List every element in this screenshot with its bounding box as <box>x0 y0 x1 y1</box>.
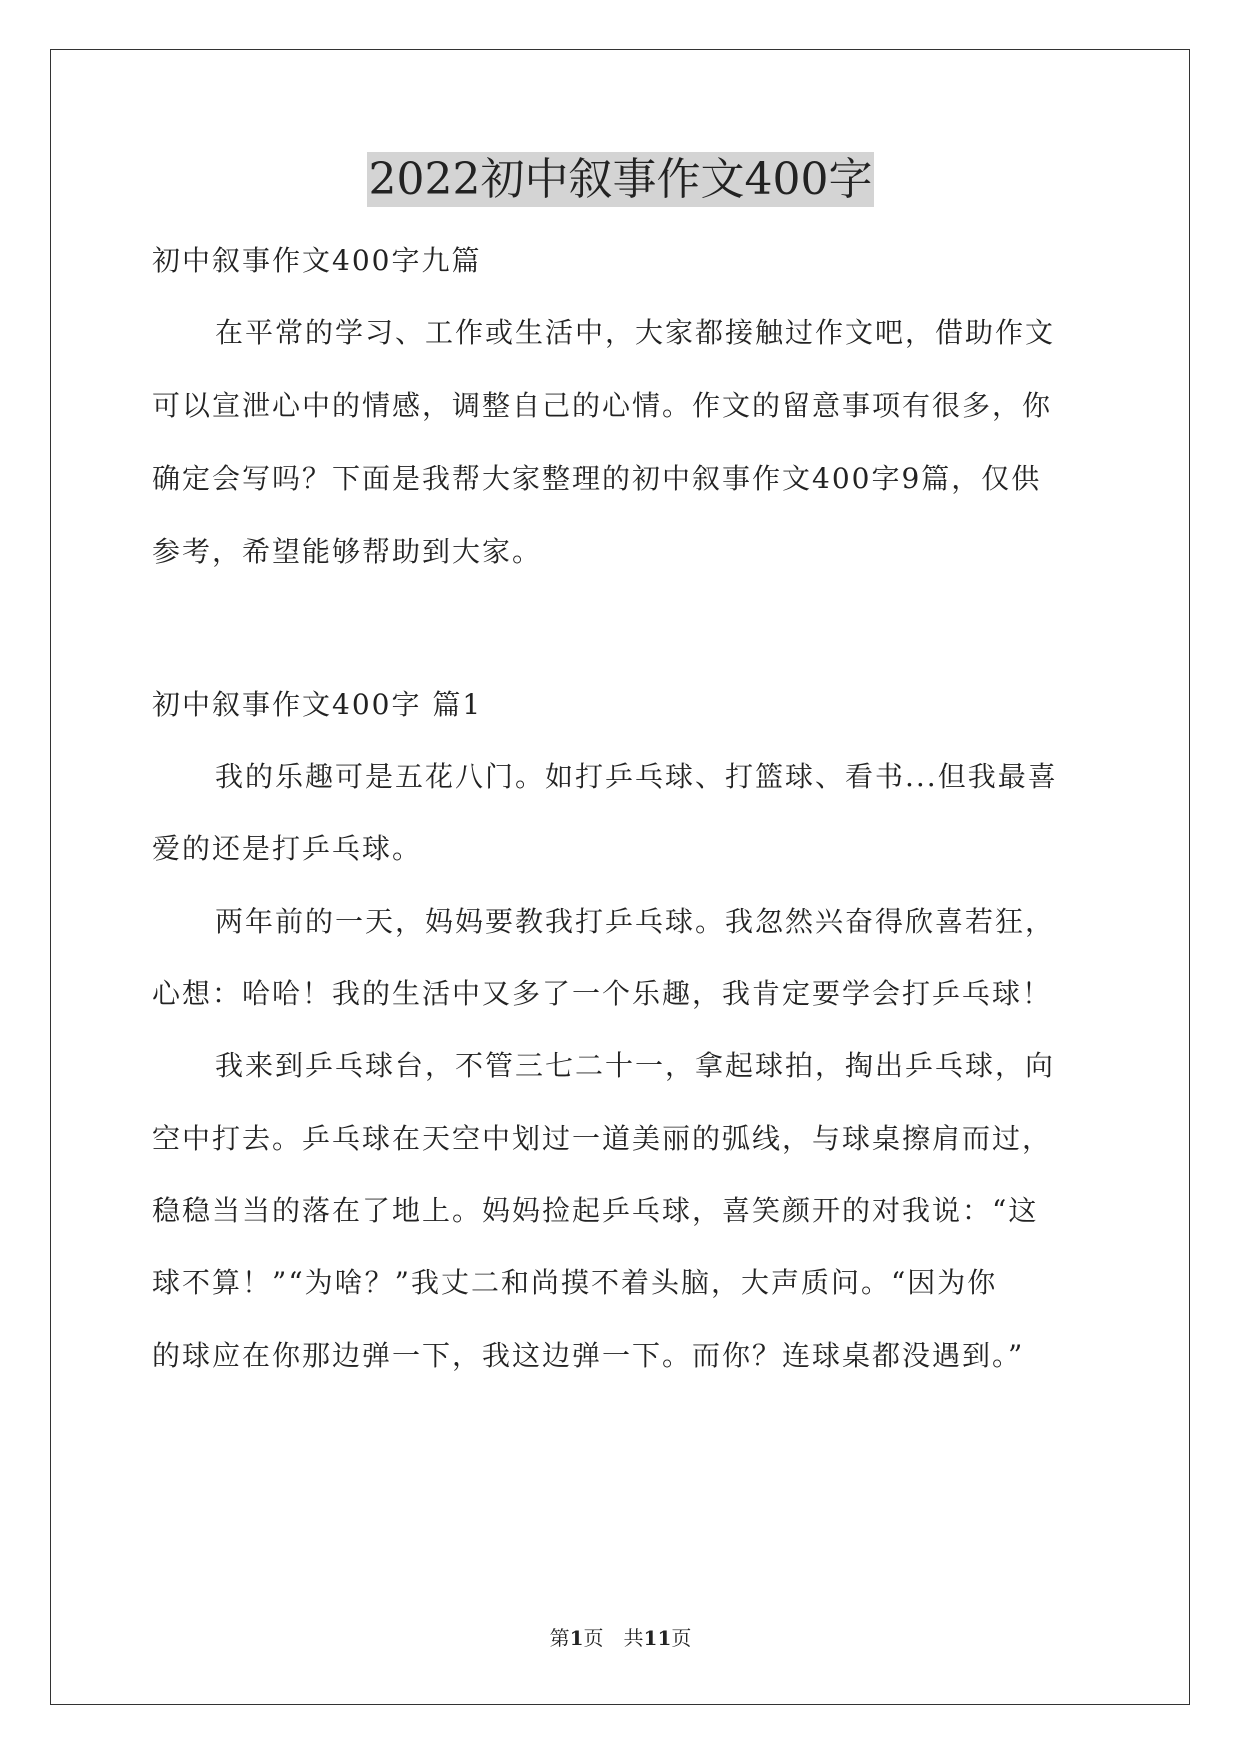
paragraph-line: 稳稳当当的落在了地上。妈妈捡起乒乓球，喜笑颜开的对我说：“这 <box>152 1194 1039 1227</box>
footer-total-pages: 11 <box>643 1626 672 1650</box>
paragraph-line: 爱的还是打乒乓球。 <box>152 832 423 865</box>
document-subtitle: 初中叙事作文400字九篇 <box>152 244 482 277</box>
intro-line: 参考，希望能够帮助到大家。 <box>152 535 543 568</box>
paragraph-line: 的球应在你那边弹一下，我这边弹一下。而你？连球桌都没遇到。” <box>152 1339 1025 1372</box>
section-heading: 初中叙事作文400字 篇1 <box>152 688 483 721</box>
footer-prefix: 第 <box>549 1626 570 1650</box>
paragraph-line: 空中打去。乒乓球在天空中划过一道美丽的弧线，与球桌擦肩而过， <box>152 1122 1053 1155</box>
page-border <box>50 49 1190 1705</box>
document-title-text: 2022初中叙事作文400字 <box>368 154 873 205</box>
footer-current-page: 1 <box>569 1626 584 1650</box>
paragraph-line: 我来到乒乓球台，不管三七二十一，拿起球拍，掏出乒乓球，向 <box>215 1049 1056 1082</box>
intro-line: 确定会写吗？下面是我帮大家整理的初中叙事作文400字9篇，仅供 <box>152 462 1042 495</box>
paragraph-line: 心想：哈哈！我的生活中又多了一个乐趣，我肯定要学会打乒乓球！ <box>152 977 1053 1010</box>
intro-line: 在平常的学习、工作或生活中，大家都接触过作文吧，借助作文 <box>215 316 1056 349</box>
document-title <box>0 150 1241 210</box>
intro-line: 可以宣泄心中的情感，调整自己的心情。作文的留意事项有很多，你 <box>152 389 1053 422</box>
paragraph-line: 球不算！”“为啥？”我丈二和尚摸不着头脑，大声质问。“因为你 <box>152 1266 998 1299</box>
paragraph-line: 两年前的一天，妈妈要教我打乒乓球。我忽然兴奋得欣喜若狂， <box>215 905 1056 938</box>
footer-suffix: 页 <box>671 1626 692 1650</box>
page-footer <box>0 1624 1241 1652</box>
footer-mid: 页 共 <box>583 1626 644 1650</box>
paragraph-line: 我的乐趣可是五花八门。如打乒乓球、打篮球、看书...但我最喜 <box>215 760 1058 793</box>
